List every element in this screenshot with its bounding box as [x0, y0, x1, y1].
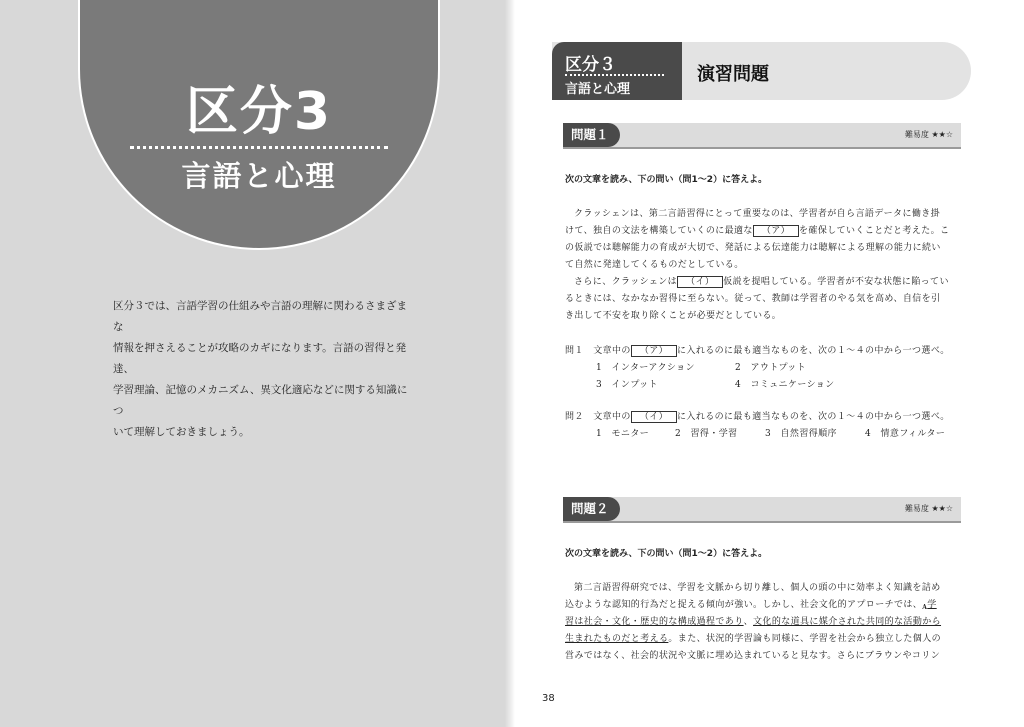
passage-text: 。また、状況的学習論も同様に、学習を社会から独立した個人の — [668, 634, 942, 644]
intro-line: 学習理論、記憶のメカニズム、異文化適応などに関する知識につ — [113, 384, 408, 417]
sub-question-2 — [565, 409, 950, 422]
option: 2 習得・学習 — [675, 429, 738, 439]
blank-a-ref: （ア） — [631, 345, 677, 357]
passage-text: さらに、クラッシェンは — [574, 277, 678, 287]
option: 4 情意フィルター — [865, 429, 946, 439]
intro-line: 情報を押さえることが攻略のカギになります。言語の習得と発達、 — [113, 342, 407, 375]
passage-line: クラッシェンは、第二言語習得にとって重要なのは、学習者が自ら言語データに働き掛 — [574, 209, 941, 219]
passage-line — [565, 223, 949, 236]
section-tab — [78, 0, 440, 250]
passage-line — [565, 614, 941, 627]
question-1-instruction: 次の文章を読み、下の問い（問1〜2）に答えよ。 — [565, 175, 768, 185]
passage-text: を確保していくことだと考えた。こ — [799, 226, 950, 236]
underlined-text: 文化的な道具に媒介された共同的な活動から — [753, 617, 942, 627]
underlined-text: 学 — [927, 600, 937, 610]
passage-line: の仮説では聴解能力の育成が大切で、発話による伝達能力は聴解による理解の能力に続い — [565, 243, 941, 253]
question-1-label: 問題１ — [563, 123, 620, 147]
blank-a: （ア） — [753, 225, 799, 237]
underlined-text: 習は社会・文化・歴史的な構成過程であり — [565, 617, 744, 627]
passage-line — [565, 631, 941, 644]
sub-question-1 — [565, 343, 950, 356]
right-page — [515, 0, 1024, 727]
sub-question-text: に入れるのに最も適当なものを、次の１～４の中から一つ選べ。 — [677, 412, 950, 422]
question-1-bar — [563, 123, 961, 149]
blank-i-ref: （イ） — [631, 411, 677, 423]
option: 3 インプット — [596, 380, 658, 390]
header-dotted-divider — [565, 74, 664, 76]
header-subtitle: 言語と心理 — [565, 82, 631, 97]
passage-text: 、 — [743, 617, 754, 627]
dotted-divider — [130, 146, 388, 149]
header-kubun-box — [552, 42, 682, 100]
passage-line: 第二言語習得研究では、学習を文脈から切り離し、個人の頭の中に効率よく知識を詰め — [574, 583, 941, 593]
passage-line: て自然に発達してくるものだとしている。 — [565, 260, 744, 270]
left-page — [0, 0, 510, 727]
sub-question-text: 文章中の — [593, 412, 631, 422]
header-title: 演習問題 — [697, 64, 769, 85]
section-intro — [113, 296, 413, 443]
question-1-difficulty: 難易度 ★★☆ — [904, 130, 953, 139]
passage-line: き出して不安を取り除くことが必要だとしている。 — [565, 311, 782, 321]
question-2-instruction: 次の文章を読み、下の問い（問1〜2）に答えよ。 — [565, 549, 768, 559]
sub-question-text: に入れるのに最も適当なものを、次の１～４の中から一つ選べ。 — [677, 346, 950, 356]
passage-text: 仮説を提唱している。学習者が不安な状態に陥ってい — [723, 277, 949, 287]
intro-line: 区分３では、言語学習の仕組みや言語の理解に関わるさまざまな — [113, 300, 407, 333]
passage-text: 込むような認知的行為だと捉える傾向が強い。しかし、社会文化的アプローチでは、 — [565, 600, 923, 610]
option: 3 自然習得順序 — [765, 429, 837, 439]
marker-a: A — [922, 604, 928, 611]
book-gutter — [505, 0, 515, 727]
underlined-text: 生まれたものだと考える — [565, 634, 669, 644]
passage-text: けて、独自の文法を構築していくのに最適な — [565, 226, 753, 236]
question-2-difficulty: 難易度 ★★☆ — [904, 504, 953, 513]
section-subtitle: 言語と心理 — [181, 159, 337, 193]
passage-line — [565, 597, 937, 611]
blank-i: （イ） — [677, 276, 723, 288]
sub-question-number: 問２ — [565, 412, 584, 422]
question-2-bar — [563, 497, 961, 523]
sub-question-number: 問１ — [565, 346, 584, 356]
option: 1 インターアクション — [596, 363, 695, 373]
question-2-label: 問題２ — [563, 497, 620, 521]
sub-question-text: 文章中の — [593, 346, 631, 356]
option: 2 アウトプット — [735, 363, 807, 373]
header-kubun: 区分３ — [565, 55, 616, 75]
passage-line: 営みではなく、社会的状況や文脈に埋め込まれていると見なす。さらにブラウンやコリン — [565, 651, 941, 661]
intro-line: いて理解しておきましょう。 — [113, 426, 250, 438]
passage-line — [574, 274, 949, 287]
page-number: 38 — [542, 693, 555, 704]
option: 4 コミュニケーション — [735, 380, 835, 390]
option: 1 モニター — [596, 429, 650, 439]
passage-line: るときには、なかなか習得に至らない。従って、教師は学習者のやる気を高め、自信を引 — [565, 294, 941, 304]
section-title: 区分3 — [185, 82, 333, 142]
